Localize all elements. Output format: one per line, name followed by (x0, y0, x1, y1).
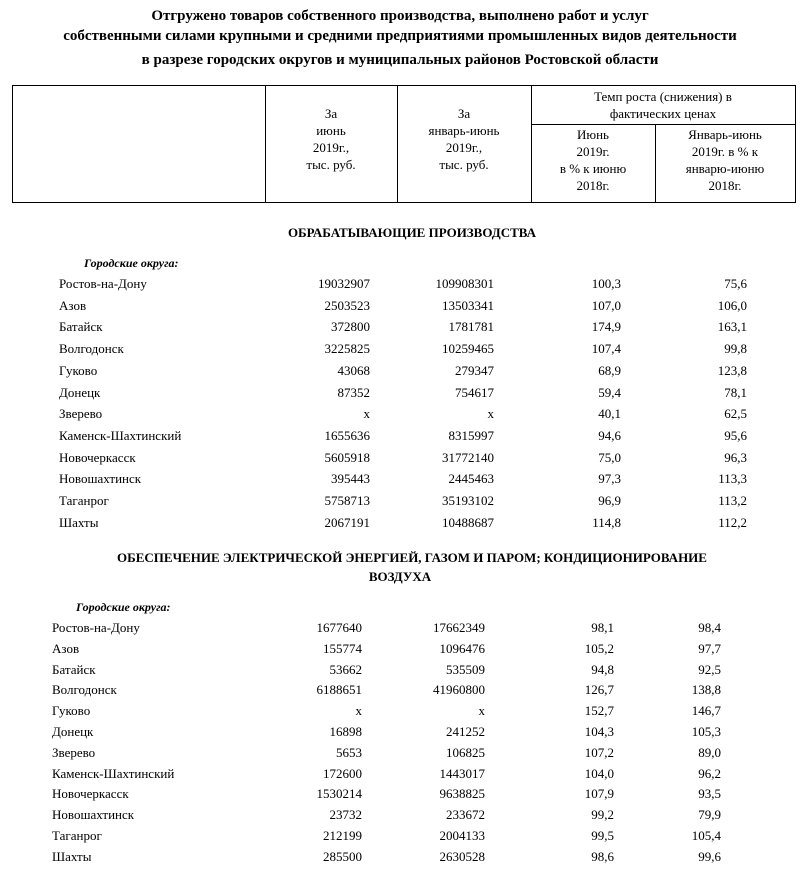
table-row (0, 426, 800, 446)
report-title-line-3: в разрезе городских округов и муниципальных районов Ростовской области (141, 52, 659, 68)
cell-jan-june: 9638825 (439, 786, 485, 802)
district-name: Каменск-Шахтинский (52, 765, 175, 781)
cell-jan-june: 10259465 (442, 341, 494, 357)
cell-pct-june: 99,5 (591, 828, 614, 843)
table-row (0, 639, 800, 659)
cell-june: x (363, 406, 370, 422)
cell-jan-june: 10488687 (442, 514, 494, 530)
district-name: Новошахтинск (52, 807, 135, 823)
cell-pct-jan-june: 89,0 (698, 744, 721, 760)
cell-jan-june: 35193102 (442, 493, 494, 508)
cell-jan-june: 8315997 (448, 427, 494, 443)
cell-pct-jan-june: 105,4 (691, 828, 721, 843)
cell-pct-june: 126,7 (584, 682, 614, 698)
district-name: Азов (59, 297, 87, 313)
district-name: Азов (52, 640, 80, 656)
cell-pct-jan-june: 106,0 (717, 297, 747, 313)
table-row (0, 743, 800, 763)
cell-pct-jan-june: 113,2 (718, 493, 747, 508)
cell-june: 19032907 (318, 276, 370, 291)
cell-jan-june: 31772140 (442, 449, 494, 465)
table-row (0, 491, 800, 511)
cell-pct-june: 105,2 (584, 640, 614, 656)
cell-june: 87352 (337, 384, 370, 400)
cell-jan-june: 2004133 (439, 828, 485, 843)
cell-pct-jan-june: 163,1 (717, 319, 747, 335)
district-name: Шахты (52, 848, 92, 864)
cell-jan-june: 41960800 (433, 682, 485, 698)
table-row (0, 618, 800, 638)
cell-pct-june: 100,3 (591, 276, 621, 291)
section-title-energy-line-2: ВОЗДУХА (368, 569, 432, 584)
header-jan-june-2019: За январь-июнь 2019г., тыс. руб. (428, 106, 500, 172)
cell-pct-jan-june: 75,6 (724, 276, 747, 291)
cell-pct-jan-june: 99,8 (724, 341, 747, 357)
district-name: Гуково (59, 362, 98, 378)
cell-pct-june: 59,4 (598, 384, 621, 400)
cell-pct-jan-june: 138,8 (691, 682, 721, 698)
table-row (0, 805, 800, 825)
district-name: Каменск-Шахтинский (59, 427, 182, 443)
cell-pct-june: 107,2 (584, 744, 614, 760)
cell-pct-june: 97,3 (598, 471, 621, 487)
district-name: Зверево (52, 744, 96, 760)
cell-pct-june: 107,4 (591, 341, 621, 357)
cell-pct-jan-june: 93,5 (698, 786, 721, 802)
cell-june: 395443 (331, 471, 370, 487)
section-title-manufacturing: ОБРАБАТЫВАЮЩИЕ ПРОИЗВОДСТВА (287, 225, 537, 240)
cell-jan-june: 106825 (446, 744, 485, 760)
cell-june: 53662 (329, 661, 362, 677)
table-row (0, 722, 800, 742)
cell-june: x (355, 703, 362, 719)
cell-jan-june: 1443017 (439, 765, 485, 781)
cell-pct-jan-june: 78,1 (724, 384, 747, 400)
header-june-pct: Июнь 2019г. в % к июню 2018г. (559, 127, 627, 193)
table-row (0, 826, 800, 846)
cell-pct-june: 40,1 (598, 406, 621, 422)
cell-pct-jan-june: 95,6 (724, 427, 747, 443)
cell-pct-jan-june: 99,6 (698, 848, 721, 864)
cell-pct-june: 75,0 (598, 449, 621, 465)
cell-pct-jan-june: 123,8 (717, 362, 747, 378)
table-row (0, 764, 800, 784)
cell-jan-june: 109908301 (435, 276, 494, 291)
cell-jan-june: 535509 (446, 661, 485, 677)
cell-pct-jan-june: 113,3 (718, 471, 747, 487)
district-name: Новошахтинск (59, 471, 142, 487)
cell-june: 6188651 (316, 682, 362, 698)
cell-jan-june: 1096476 (439, 640, 485, 656)
district-name: Таганрог (59, 493, 109, 508)
cell-june: 1655636 (324, 427, 370, 443)
subtitle-city-districts: Городские округа: (84, 256, 179, 270)
cell-jan-june: 17662349 (433, 620, 485, 635)
cell-june: 43068 (337, 362, 370, 378)
cell-pct-june: 96,9 (598, 493, 621, 508)
table-row (0, 513, 800, 533)
cell-pct-june: 174,9 (591, 319, 621, 335)
header-jan-june-pct: Январь-июнь 2019г. в % к январю-июню 2018г. (685, 127, 765, 193)
cell-june: 212199 (323, 828, 362, 843)
table-header (12, 85, 796, 203)
report-title-line-1: Отгружено товаров собственного производства, выполнено работ и услуг (151, 8, 649, 24)
table-row (0, 296, 800, 316)
district-name: Донецк (59, 384, 101, 400)
subtitle-city-districts: Городские округа: (76, 600, 171, 614)
cell-june: 372800 (331, 319, 370, 335)
cell-pct-jan-june: 105,3 (691, 724, 721, 739)
district-name: Батайск (59, 319, 103, 335)
header-june-2019: За июнь 2019г., тыс. руб. (306, 106, 356, 172)
cell-pct-jan-june: 96,3 (724, 449, 747, 465)
cell-jan-june: 13503341 (442, 297, 494, 313)
cell-pct-jan-june: 62,5 (724, 406, 747, 422)
cell-jan-june: 754617 (455, 384, 494, 400)
table-row (0, 361, 800, 381)
cell-jan-june: 2630528 (439, 848, 485, 864)
table-row (0, 680, 800, 700)
table-row (0, 660, 800, 680)
cell-pct-june: 94,6 (598, 427, 621, 443)
cell-june: 155774 (323, 640, 362, 656)
cell-jan-june: 279347 (455, 362, 494, 378)
district-name: Таганрог (52, 828, 102, 843)
district-name: Ростов-на-Дону (59, 276, 147, 291)
cell-jan-june: 1781781 (448, 319, 494, 335)
district-name: Батайск (52, 661, 96, 677)
cell-june: 285500 (323, 848, 362, 864)
district-name: Волгодонск (59, 341, 124, 357)
section-title-energy: ОБЕСПЕЧЕНИЕ ЭЛЕКТРИЧЕСКОЙ ЭНЕРГИЕЙ, ГАЗОМ И ПАРОМ; КОНДИЦИОНИРОВАНИЕ (117, 550, 707, 565)
cell-pct-jan-june: 97,7 (698, 640, 721, 656)
table-row (0, 383, 800, 403)
cell-pct-june: 104,0 (584, 765, 614, 781)
header-growth-rate-group: Темп роста (снижения) в фактических ценах (594, 89, 732, 121)
cell-june: 172600 (323, 765, 362, 781)
cell-june: 23732 (329, 807, 362, 823)
cell-pct-june: 68,9 (598, 362, 621, 378)
district-name: Волгодонск (52, 682, 117, 698)
cell-pct-june: 152,7 (584, 703, 614, 719)
district-name: Зверево (59, 406, 103, 422)
cell-pct-june: 98,6 (591, 848, 614, 864)
cell-june: 3225825 (324, 341, 370, 357)
district-name: Новочеркасск (59, 449, 136, 465)
district-name: Гуково (52, 703, 91, 719)
cell-june: 1677640 (316, 620, 362, 635)
table-row (0, 404, 800, 424)
cell-pct-june: 107,9 (584, 786, 614, 802)
cell-jan-june: 2445463 (448, 471, 494, 487)
cell-pct-jan-june: 98,4 (698, 620, 721, 635)
district-name: Шахты (59, 514, 99, 530)
table-row (0, 339, 800, 359)
cell-pct-june: 98,1 (591, 620, 614, 635)
cell-june: 5653 (336, 744, 362, 760)
cell-pct-jan-june: 96,2 (698, 765, 721, 781)
cell-pct-june: 107,0 (591, 297, 621, 313)
cell-pct-jan-june: 112,2 (718, 514, 747, 530)
cell-june: 2067191 (324, 514, 370, 530)
cell-pct-jan-june: 79,9 (698, 807, 721, 823)
header-divider (531, 124, 795, 125)
table-row (0, 701, 800, 721)
cell-jan-june: 241252 (446, 724, 485, 739)
cell-jan-june: x (487, 406, 494, 422)
table-row (0, 274, 800, 294)
cell-june: 5605918 (324, 449, 370, 465)
table-row (0, 469, 800, 489)
cell-june: 2503523 (324, 297, 370, 313)
cell-pct-jan-june: 92,5 (698, 661, 721, 677)
table-row (0, 448, 800, 468)
district-name: Донецк (52, 724, 94, 739)
district-name: Ростов-на-Дону (52, 620, 140, 635)
district-name: Новочеркасск (52, 786, 129, 802)
table-row (0, 847, 800, 867)
cell-june: 5758713 (324, 493, 370, 508)
table-row (0, 317, 800, 337)
cell-pct-june: 99,2 (591, 807, 614, 823)
cell-pct-june: 104,3 (584, 724, 614, 739)
report-title-line-2: собственными силами крупными и средними предприятиями промышленных видов деятельности (63, 28, 737, 44)
cell-june: 1530214 (316, 786, 362, 802)
cell-june: 16898 (329, 724, 362, 739)
cell-pct-june: 114,8 (592, 514, 621, 530)
cell-jan-june: 233672 (446, 807, 485, 823)
cell-pct-june: 94,8 (591, 661, 614, 677)
cell-jan-june: x (478, 703, 485, 719)
cell-pct-jan-june: 146,7 (691, 703, 721, 719)
table-row (0, 784, 800, 804)
